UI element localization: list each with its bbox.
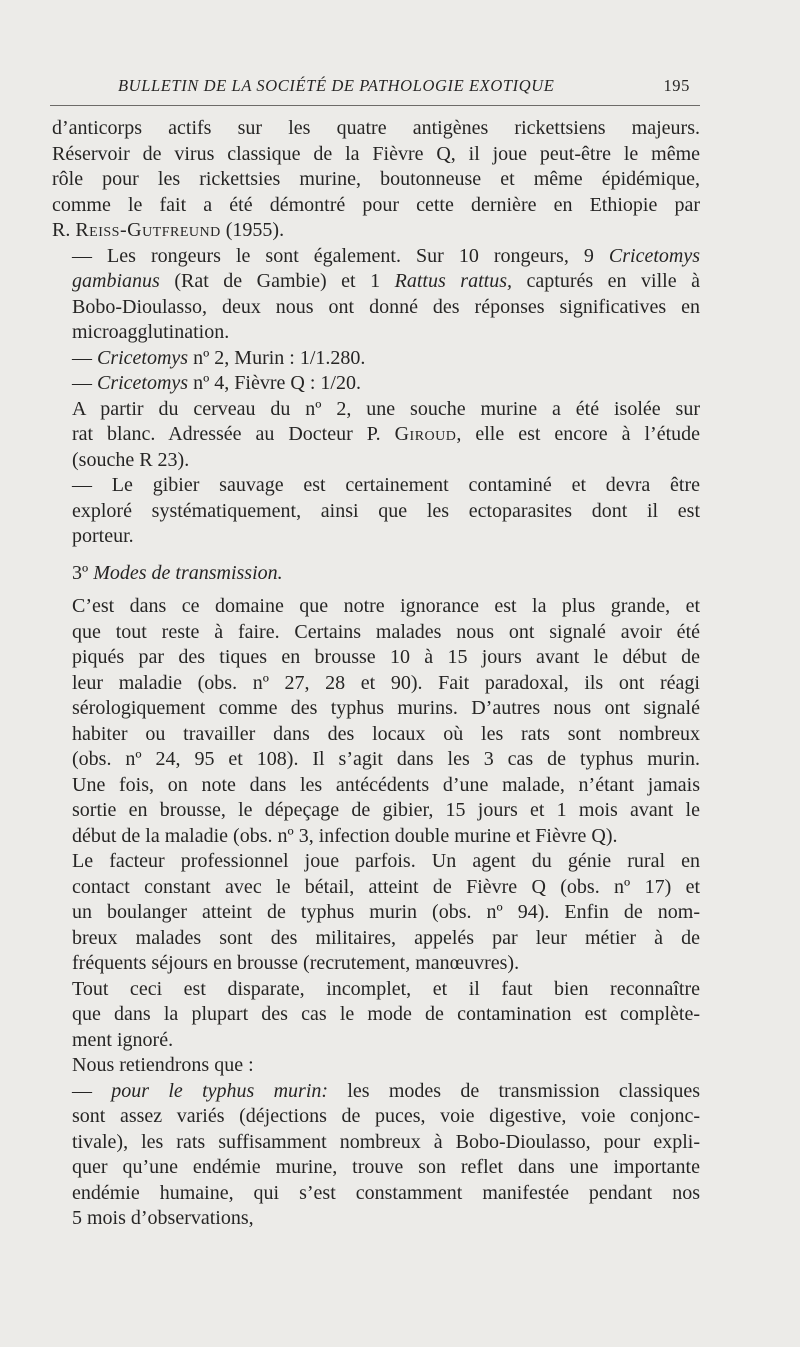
text-line: breux malades sont des militaires, appelés par leur métier à de bbox=[72, 926, 700, 949]
running-title: BULLETIN DE LA SOCIÉTÉ DE PATHOLOGIE EXOTIQUE bbox=[118, 76, 555, 95]
text-line: gambianus (Rat de Gambie) et 1 Rattus rattus, capturés en ville à bbox=[72, 270, 701, 292]
body-text bbox=[52, 116, 700, 1232]
text-line: leur maladie (obs. nº 27, 28 et 90). Fait paradoxal, ils ont réagi bbox=[72, 671, 700, 694]
text-line: début de la maladie (obs. nº 3, infection double murine et Fièvre Q). bbox=[72, 824, 618, 847]
text-line: exploré systématiquement, ainsi que les ectoparasites dont il est bbox=[72, 499, 700, 522]
paragraph-transmission bbox=[52, 594, 700, 849]
text-line: — pour le typhus murin: les modes de transmission classiques bbox=[72, 1079, 700, 1102]
text-line: — Cricetomys nº 4, Fièvre Q : 1/20. bbox=[72, 372, 361, 394]
paragraph-rongeurs bbox=[52, 244, 700, 346]
list-item-cricetomys-2 bbox=[52, 346, 700, 372]
author-reiss-gutfreund: Reiss-Gutfreund bbox=[75, 219, 221, 241]
text-line: sérologiquement comme des typhus murins. D’autres nous ont signalé bbox=[72, 697, 700, 719]
text-line: — Le gibier sauvage est certainement contaminé et devra être bbox=[72, 474, 700, 496]
text-line: A partir du cerveau du nº 2, une souche murine a été isolée sur bbox=[72, 397, 700, 420]
text-line: Une fois, on note dans les antécédents d’une malade, n’étant jamais bbox=[72, 773, 700, 796]
text-line: porteur. bbox=[72, 525, 134, 547]
text-line: (souche R 23). bbox=[72, 448, 190, 471]
paragraph-retiendrons bbox=[52, 1053, 700, 1079]
text-line: d’anticorps actifs sur les quatre antigènes rickettsiens majeurs. bbox=[52, 117, 700, 139]
text-line: microagglutination. bbox=[72, 321, 230, 343]
text-line: sortie en brousse, le dépeçage de gibier, 15 jours et 1 mois avant le bbox=[72, 799, 700, 821]
text-line: fréquents séjours en brousse (recrutement, manœuvres). bbox=[72, 952, 520, 974]
text-line: — Les rongeurs le sont également. Sur 10 rongeurs, 9 Cricetomys bbox=[72, 244, 700, 267]
text-line: ment ignoré. bbox=[72, 1028, 174, 1051]
author-giroud: Giroud bbox=[394, 423, 457, 445]
text-line bbox=[52, 561, 700, 587]
text-line: Nous retiendrons que : bbox=[72, 1054, 254, 1076]
section-title: Modes de transmission. bbox=[93, 561, 283, 584]
paragraph-disparate bbox=[52, 977, 700, 1054]
list-item-cricetomys-4 bbox=[52, 371, 700, 397]
text-line: (obs. nº 24, 95 et 108). Il s’agit dans les 3 cas de typhus murin. bbox=[72, 748, 700, 770]
text-line: que dans la plupart des cas le mode de contamination est complète- bbox=[72, 1003, 700, 1025]
text-line: quer qu’une endémie murine, trouve son reflet dans une importante bbox=[72, 1156, 700, 1178]
text-line: rat blanc. Adressée au Docteur P. Giroud, elle est encore à l’étude bbox=[72, 423, 700, 445]
paragraph-reservoir bbox=[52, 116, 700, 244]
text-line: un boulanger atteint de typhus murin (obs. nº 94). Enfin de nom- bbox=[72, 901, 700, 923]
text-line: Bobo-Dioulasso, deux nous ont donné des réponses significatives en bbox=[72, 295, 700, 318]
text-line: contact constant avec le bétail, atteint de Fièvre Q (obs. nº 17) et bbox=[72, 875, 700, 898]
text-line: comme le fait a été démontré pour cette dernière en Ethiopie par bbox=[52, 193, 700, 216]
text-line: habiter ou travailler dans des locaux où les rats sont nombreux bbox=[72, 722, 700, 745]
text-line: R. Reiss-Gutfreund (1955). bbox=[52, 219, 285, 241]
page-number: 195 bbox=[663, 76, 690, 95]
paragraph-souche bbox=[52, 397, 700, 474]
section-heading bbox=[52, 561, 700, 587]
text-line: — Cricetomys nº 2, Murin : 1/1.280. bbox=[72, 346, 366, 369]
text-line: endémie humaine, qui s’est constamment manifestée pendant nos bbox=[72, 1181, 700, 1204]
text-line: piqués par des tiques en brousse 10 à 15 jours avant le début de bbox=[72, 646, 700, 668]
text-line: que tout reste à faire. Certains malades nous ont signalé avoir été bbox=[72, 620, 700, 643]
text-line: tivale), les rats suffisamment nombreux à Bobo-Dioulasso, pour expli- bbox=[72, 1130, 700, 1153]
paragraph-gibier bbox=[52, 473, 700, 550]
paragraph-typhus-murin bbox=[52, 1079, 700, 1232]
text-line: Le facteur professionnel joue parfois. Un agent du génie rural en bbox=[72, 850, 700, 872]
text-line: C’est dans ce domaine que notre ignorance est la plus grande, et bbox=[72, 595, 700, 617]
header-rule bbox=[50, 105, 700, 106]
text-line: Tout ceci est disparate, incomplet, et il faut bien reconnaître bbox=[72, 977, 700, 1000]
text-line: sont assez variés (déjections de puces, voie digestive, voie conjonc- bbox=[72, 1105, 700, 1127]
text-line: Réservoir de virus classique de la Fièvre Q, il joue peut-être le même bbox=[52, 142, 700, 165]
section-number: 3º bbox=[72, 561, 94, 584]
paragraph-professionnel bbox=[52, 849, 700, 977]
text-line: rôle pour les rickettsies murine, boutonneuse et même épidémique, bbox=[52, 168, 700, 190]
text-line: 5 mois d’observations, bbox=[72, 1207, 254, 1229]
